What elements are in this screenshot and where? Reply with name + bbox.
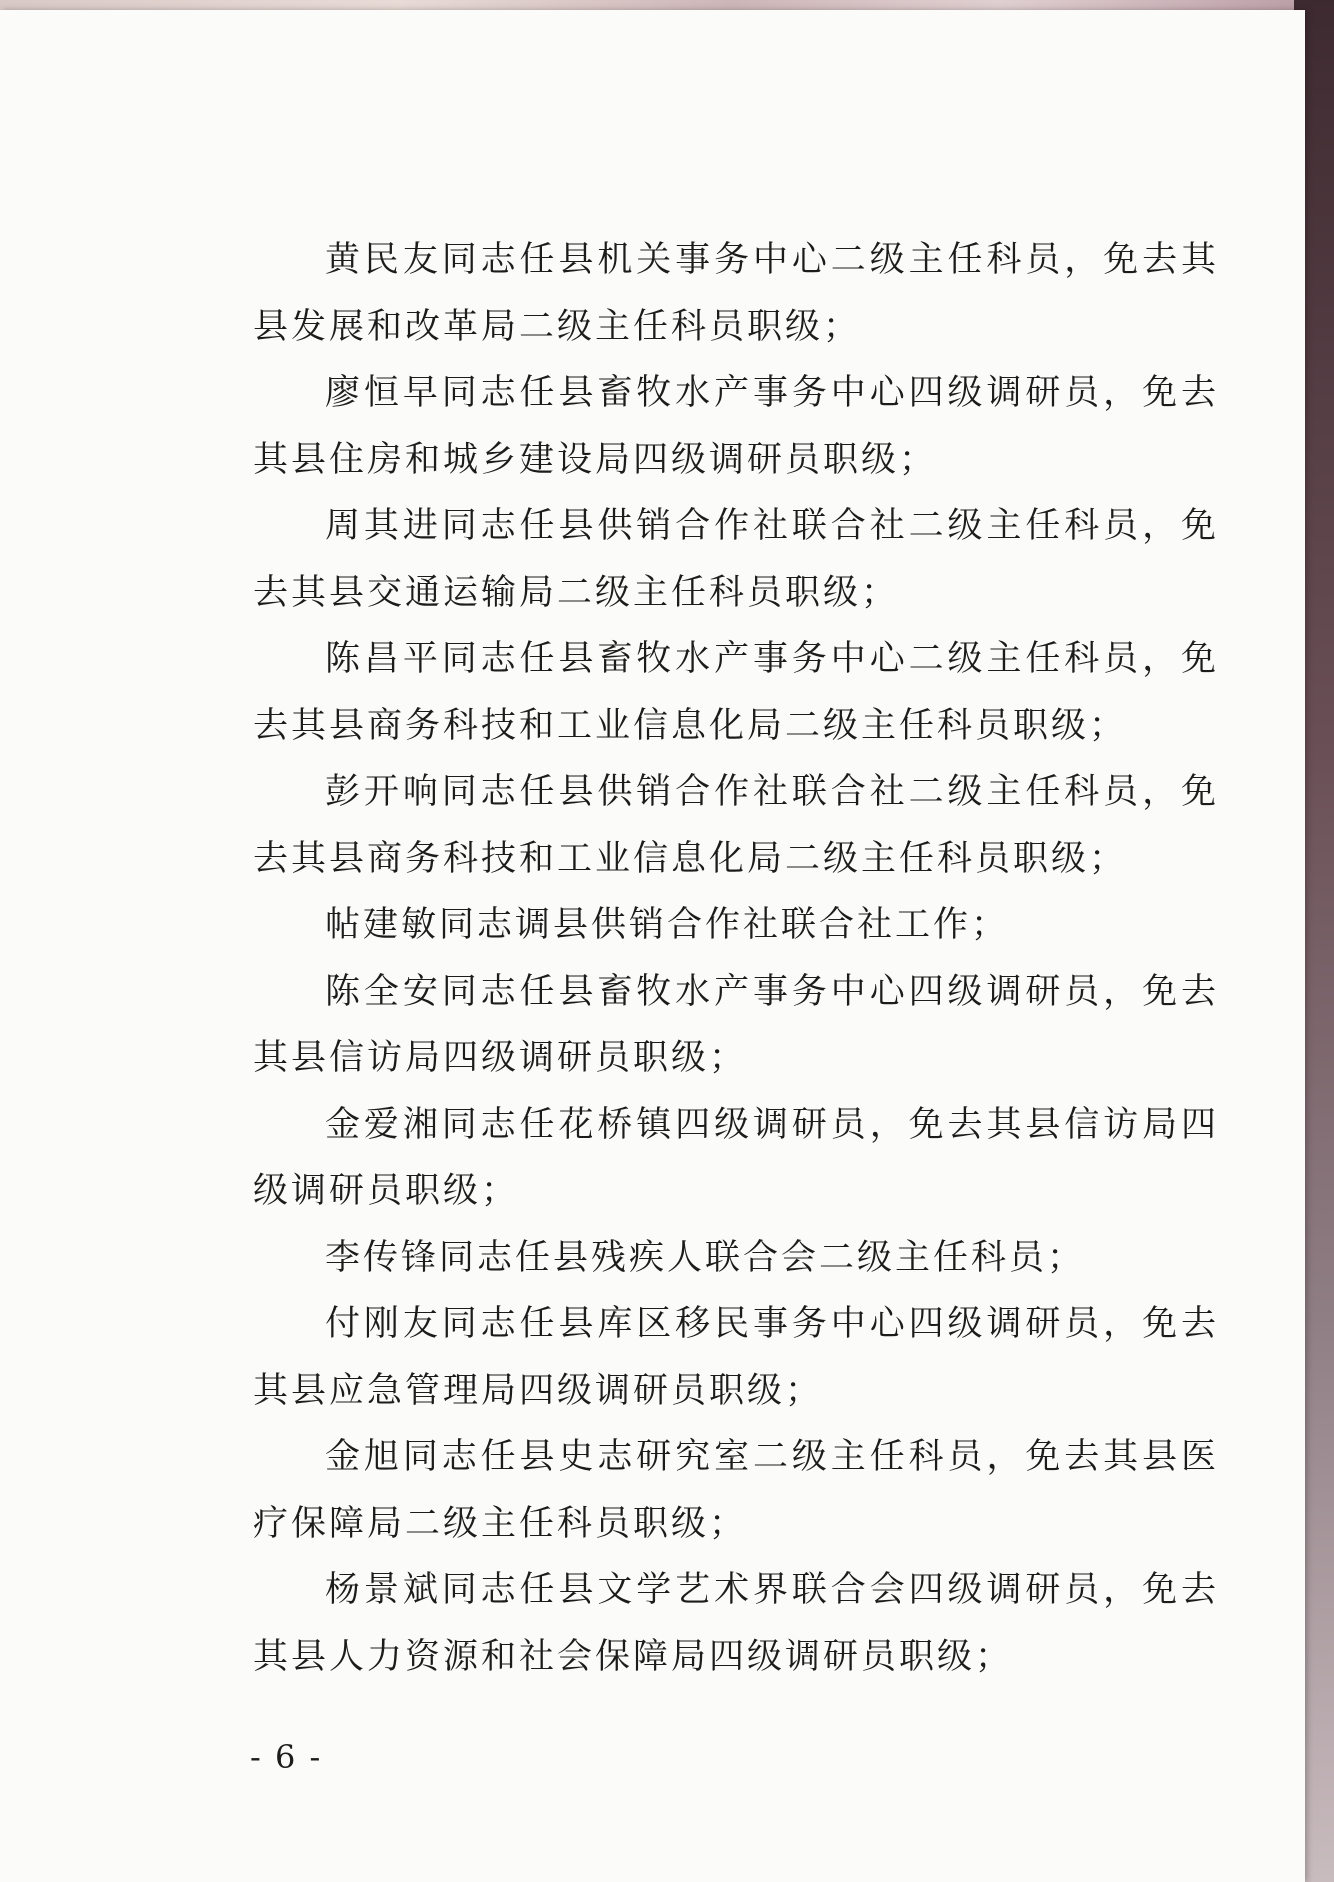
appointment-paragraph-2: 廖恒早同志任县畜牧水产事务中心四级调研员，免去其县住房和城乡建设局四级调研员职级； (253, 373, 1219, 480)
appointment-paragraph-11: 金旭同志任县史志研究室二级主任科员，免去其县医疗保障局二级主任科员职级； (253, 1437, 1219, 1544)
document-body (253, 227, 1219, 1690)
appointment-paragraph-12: 杨景斌同志任县文学艺术界联合会四级调研员，免去其县人力资源和社会保障局四级调研员职级； (253, 1570, 1219, 1677)
appointment-paragraph-4: 陈昌平同志任县畜牧水产事务中心二级主任科员，免去其县商务科技和工业信息化局二级主任科员职级； (253, 639, 1219, 746)
appointment-paragraph-9: 李传锋同志任县残疾人联合会二级主任科员； (325, 1237, 1086, 1278)
appointment-paragraph-6: 帖建敏同志调县供销合作社联合社工作； (325, 905, 1010, 945)
appointment-paragraph-3: 周其进同志任县供销合作社联合社二级主任科员，免去其县交通运输局二级主任科员职级； (253, 506, 1219, 613)
appointment-paragraph-1: 黄民友同志任县机关事务中心二级主任科员，免去其县发展和改革局二级主任科员职级； (253, 240, 1219, 347)
document-page (0, 10, 1305, 1882)
appointment-paragraph-5: 彭开响同志任县供销合作社联合社二级主任科员，免去其县商务科技和工业信息化局二级主任科员职级； (253, 772, 1219, 879)
appointment-paragraph-8: 金爱湘同志任花桥镇四级调研员，免去其县信访局四级调研员职级； (253, 1104, 1219, 1211)
page-number: - 6 - (250, 1738, 323, 1776)
appointment-paragraph-7: 陈全安同志任县畜牧水产事务中心四级调研员，免去其县信访局四级调研员职级； (253, 971, 1219, 1078)
appointment-paragraph-10: 付刚友同志任县库区移民事务中心四级调研员，免去其县应急管理局四级调研员职级； (253, 1304, 1219, 1411)
